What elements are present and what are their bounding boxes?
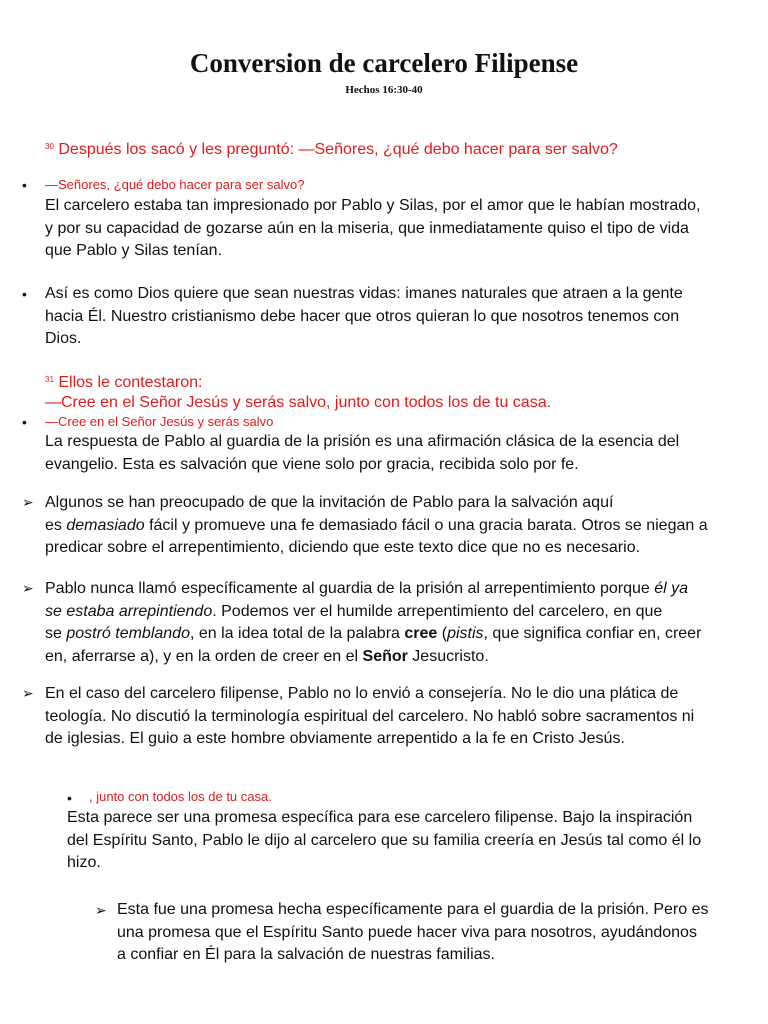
arrow-marker: ➢ [95,902,107,918]
paragraph-line: Pablo nunca llamó específicamente al guardia de la prisión al arrepentimiento porque él ya [45,580,689,597]
paragraph-line: Así es como Dios quiere que sean nuestras vidas: imanes naturales que atraen a la gente [45,285,683,302]
emphasis: demasiado [66,516,145,534]
bullet-3 [45,412,679,476]
bullet-2 [45,283,683,351]
arrow-marker: ➢ [22,685,34,701]
paragraph-line: hizo. [67,854,101,871]
paragraph-line: una promesa que el Espíritu Santo puede hacer viva para nosotros, ayudándonos [117,923,697,941]
bullet-marker: • [67,790,72,806]
paragraph-line: en, aferrarse a), y en la orden de creer en el Señor Jesucristo. [45,647,489,665]
arrow-item-4 [117,899,708,967]
bullet-1 [45,175,700,263]
arrow-item-1 [45,492,708,560]
bullet-heading: —Señores, ¿qué debo hacer para ser salvo? [45,177,305,192]
paragraph-line: se estaba arrepintiendo. Podemos ver el humilde arrepentimiento del carcelero, en que [45,602,663,620]
emphasis: se estaba arrepintiendo [45,602,213,620]
arrow-marker: ➢ [22,580,34,596]
paragraph-line: En el caso del carcelero filipense, Pablo no lo envió a consejería. No le dio una plática de [45,685,679,702]
bullet-heading: —Cree en el Señor Jesús y serás salvo [45,414,274,429]
verse-number: 31 [45,375,54,384]
paragraph-line: predicar sobre el arrepentimiento, diciendo que este texto dice que no es necesario. [45,539,641,556]
paragraph-line: que Pablo y Silas tenían. [45,242,223,259]
paragraph-line: hacia Él. Nuestro cristianismo debe hacer que otros quieran lo que nosotros tenemos con [45,307,680,325]
bullet-heading: , junto con todos los de tu casa. [89,789,272,804]
paragraph-line: a confiar en Él para la salvación de nuestras familias. [117,946,495,963]
paragraph-line: evangelio. Esta es salvación que viene solo por gracia, recibida solo por fe. [45,455,579,473]
verse-text: Después los sacó y les preguntó: —Señores, ¿qué debo hacer para ser salvo? [58,141,618,158]
emphasis: pistis [447,625,484,642]
bullet-4 [67,787,701,875]
emphasis: postró temblando [66,625,190,642]
emphasis: él ya [654,580,689,597]
strong-word: cree [404,625,438,642]
paragraph-line: es demasiado fácil y promueve una fe demasiado fácil o una gracia barata. Otros se niegan a [45,516,708,534]
document-subtitle: Hechos 16:30-40 [345,84,423,96]
strong-word: Señor [362,647,408,665]
verse-text: Ellos le contestaron: [58,374,203,391]
verse-number: 30 [45,142,54,151]
paragraph-line: Esta parece ser una promesa específica para ese carcelero filipense. Bajo la inspiración [67,809,693,826]
paragraph-line: Dios. [45,330,82,347]
paragraph-line: del Espíritu Santo, Pablo le dijo al carcelero que su familia creería en Jesús tal como él lo [67,831,702,849]
paragraph-line: y por su capacidad de gozarse aún en la miseria, que inmediatamente quiso el tipo de vida [45,219,689,237]
paragraph-line: de iglesias. El guio a este hombre obviamente arrepentido a la fe en Cristo Jesús. [45,730,625,747]
arrow-marker: ➢ [22,494,34,510]
verse-31 [45,370,551,413]
bullet-marker: • [22,414,27,430]
paragraph-line: teología. No discutió la terminología espiritual del carcelero. No habló sobre sacramentos ni [45,707,695,725]
arrow-item-2 [45,578,701,668]
paragraph-line: se postró temblando, en la idea total de la palabra cree (pistis, que significa confiar en, creer [45,625,702,642]
verse-text: —Cree en el Señor Jesús y serás salvo, junto con todos los de tu casa. [45,394,552,411]
paragraph-line: La respuesta de Pablo al guardia de la prisión es una afirmación clásica de la esencia del [45,433,680,450]
bullet-marker: • [22,286,27,302]
paragraph-line: El carcelero estaba tan impresionado por Pablo y Silas, por el amor que le habían mostrado, [45,197,701,214]
paragraph-line: Esta fue una promesa hecha específicamente para el guardia de la prisión. Pero es [117,901,709,918]
arrow-item-3 [45,683,694,751]
document-title: Conversion de carcelero Filipense [189,48,579,78]
bullet-marker: • [22,177,27,193]
paragraph-line: Algunos se han preocupado de que la invitación de Pablo para la salvación aquí [45,494,614,511]
verse-30 [45,136,618,162]
